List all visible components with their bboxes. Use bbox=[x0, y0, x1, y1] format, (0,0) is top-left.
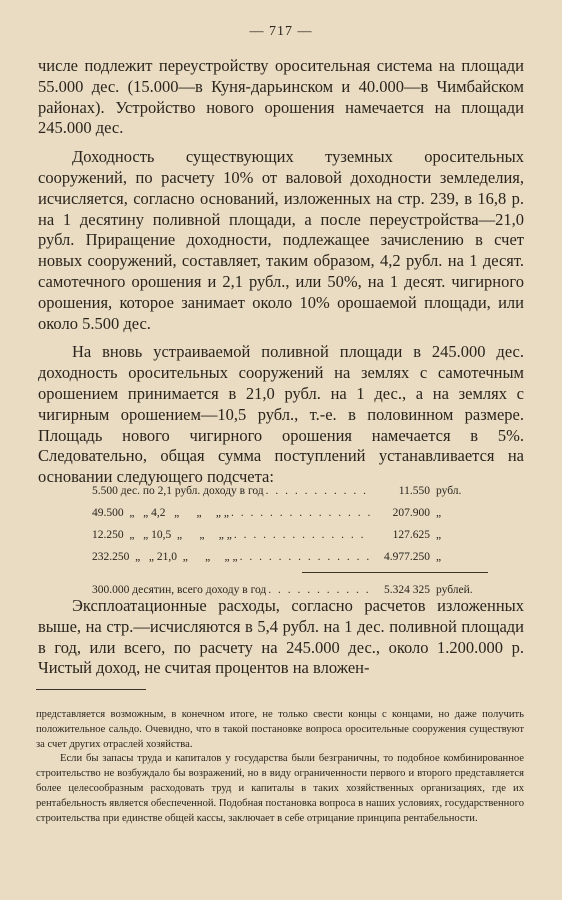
calc-row bbox=[92, 524, 472, 546]
calc-row-unit: „ bbox=[436, 551, 442, 563]
main-text-continued bbox=[38, 596, 524, 679]
footnote-paragraph: представляется возможным, в конечном итоге, не только свести концы с концами, но даже получить положительное сальдо. Очевидно, что в такой постановке вопроса оросительные сооружения существуют за счет других отраслей хозяйства. bbox=[36, 709, 524, 750]
footnotes bbox=[36, 708, 524, 826]
footnote-rule bbox=[36, 689, 146, 690]
calc-row-value: 4.977.250 bbox=[384, 551, 430, 563]
calc-total-label: 300.000 десятин, всего доходу в год bbox=[92, 584, 267, 596]
calc-total-unit: рублей. bbox=[436, 584, 473, 596]
calc-row bbox=[92, 480, 472, 502]
calc-row-label: 5.500 дес. по 2,1 рубл. доходу в год bbox=[92, 485, 264, 497]
main-text bbox=[38, 56, 524, 488]
income-calculation bbox=[92, 480, 472, 601]
calc-row-label: 232.250 „ „ 21,0 „ „ „ „ bbox=[92, 551, 238, 563]
paragraph-expenses: Эксплоатационные расходы, согласно расчетов изложенных выше, на стр.—исчисляются в 5,4 рубл. на 1 дес. поливной площади в год, или всего, по расчету на 245.000 дес., около 1.200.000 р. Чистый доход, не считая процентов на вложен- bbox=[38, 596, 524, 678]
calc-row-unit: „ bbox=[436, 529, 442, 541]
calc-total-value: 5.324 325 bbox=[384, 584, 430, 596]
leader-dots bbox=[264, 480, 370, 502]
footnote-paragraph: Если бы запасы труда и капиталов у государства были безграничны, то подобное комбинированное строительство не возбуждало бы возражений, но в виду ограниченности первого и второго представляется более целесообразным расходовать труд и капиталы в таких хозяйственных организациях, где их рентабельность является обеспеченной. Подобная постановка вопроса в наших условиях, государственного строительства при единстве общей кассы, заключает в себе отрицание принципа рентабельности. bbox=[36, 753, 524, 824]
paragraph-income: Доходность существующих туземных оросительных сооружений, по расчету 10% от валовой доходности земледелия, исчисляется, согласно оснований, изложенных на стр. 239, в 16,8 р. на 1 десятину поливной площади, а после переустройства—21,0 рубл. Приращение доходности, подлежащее зачислению в счет новых сооружений, составляет, таким образом, 4,2 рубл. на 1 десят. самотечного орошения и 2,1 рубл., или 50%, на 1 десят. чигирного орошения, которое занимает около 10% орошаемой площади, или около 5.500 дес. bbox=[38, 147, 524, 333]
leader-dots bbox=[232, 524, 370, 546]
calc-row bbox=[92, 502, 472, 524]
leader-dots bbox=[238, 546, 370, 568]
calc-row-label: 49.500 „ „ 4,2 „ „ „ „ bbox=[92, 507, 230, 519]
calc-row-value: 11.550 bbox=[398, 485, 430, 497]
calc-row-unit: „ bbox=[436, 507, 442, 519]
calc-row bbox=[92, 546, 472, 568]
paragraph-continued: числе подлежит переустройству оросительная система на площади 55.000 дес. (15.000—в Куня-дарьинском и 40.000—в Чимбайском районах). Устройство нового орошения намечается на площади 245.000 дес. bbox=[38, 56, 524, 138]
calc-row-label: 12.250 „ „ 10,5 „ „ „ „ bbox=[92, 529, 232, 541]
calc-row-value: 207.900 bbox=[392, 507, 430, 519]
sum-rule bbox=[302, 572, 488, 573]
calc-row-unit: рубл. bbox=[436, 485, 462, 497]
paragraph-new-area: На вновь устраиваемой поливной площади в 245.000 дес. доходность оросительных сооружений на землях с самотечным орошением принимается в 21,0 рубл. на 1 дес., а на землях с чигирным орошением—10,5 рубл., т.-е. в половинном размере. Площадь нового чигирного орошения намечается в 5%. Следовательно, общая сумма поступлений устанавливается на основании следующего подсчета: bbox=[38, 342, 524, 487]
calc-row-value: 127.625 bbox=[392, 529, 430, 541]
page-number: — 717 — bbox=[249, 24, 313, 39]
leader-dots bbox=[229, 502, 370, 524]
